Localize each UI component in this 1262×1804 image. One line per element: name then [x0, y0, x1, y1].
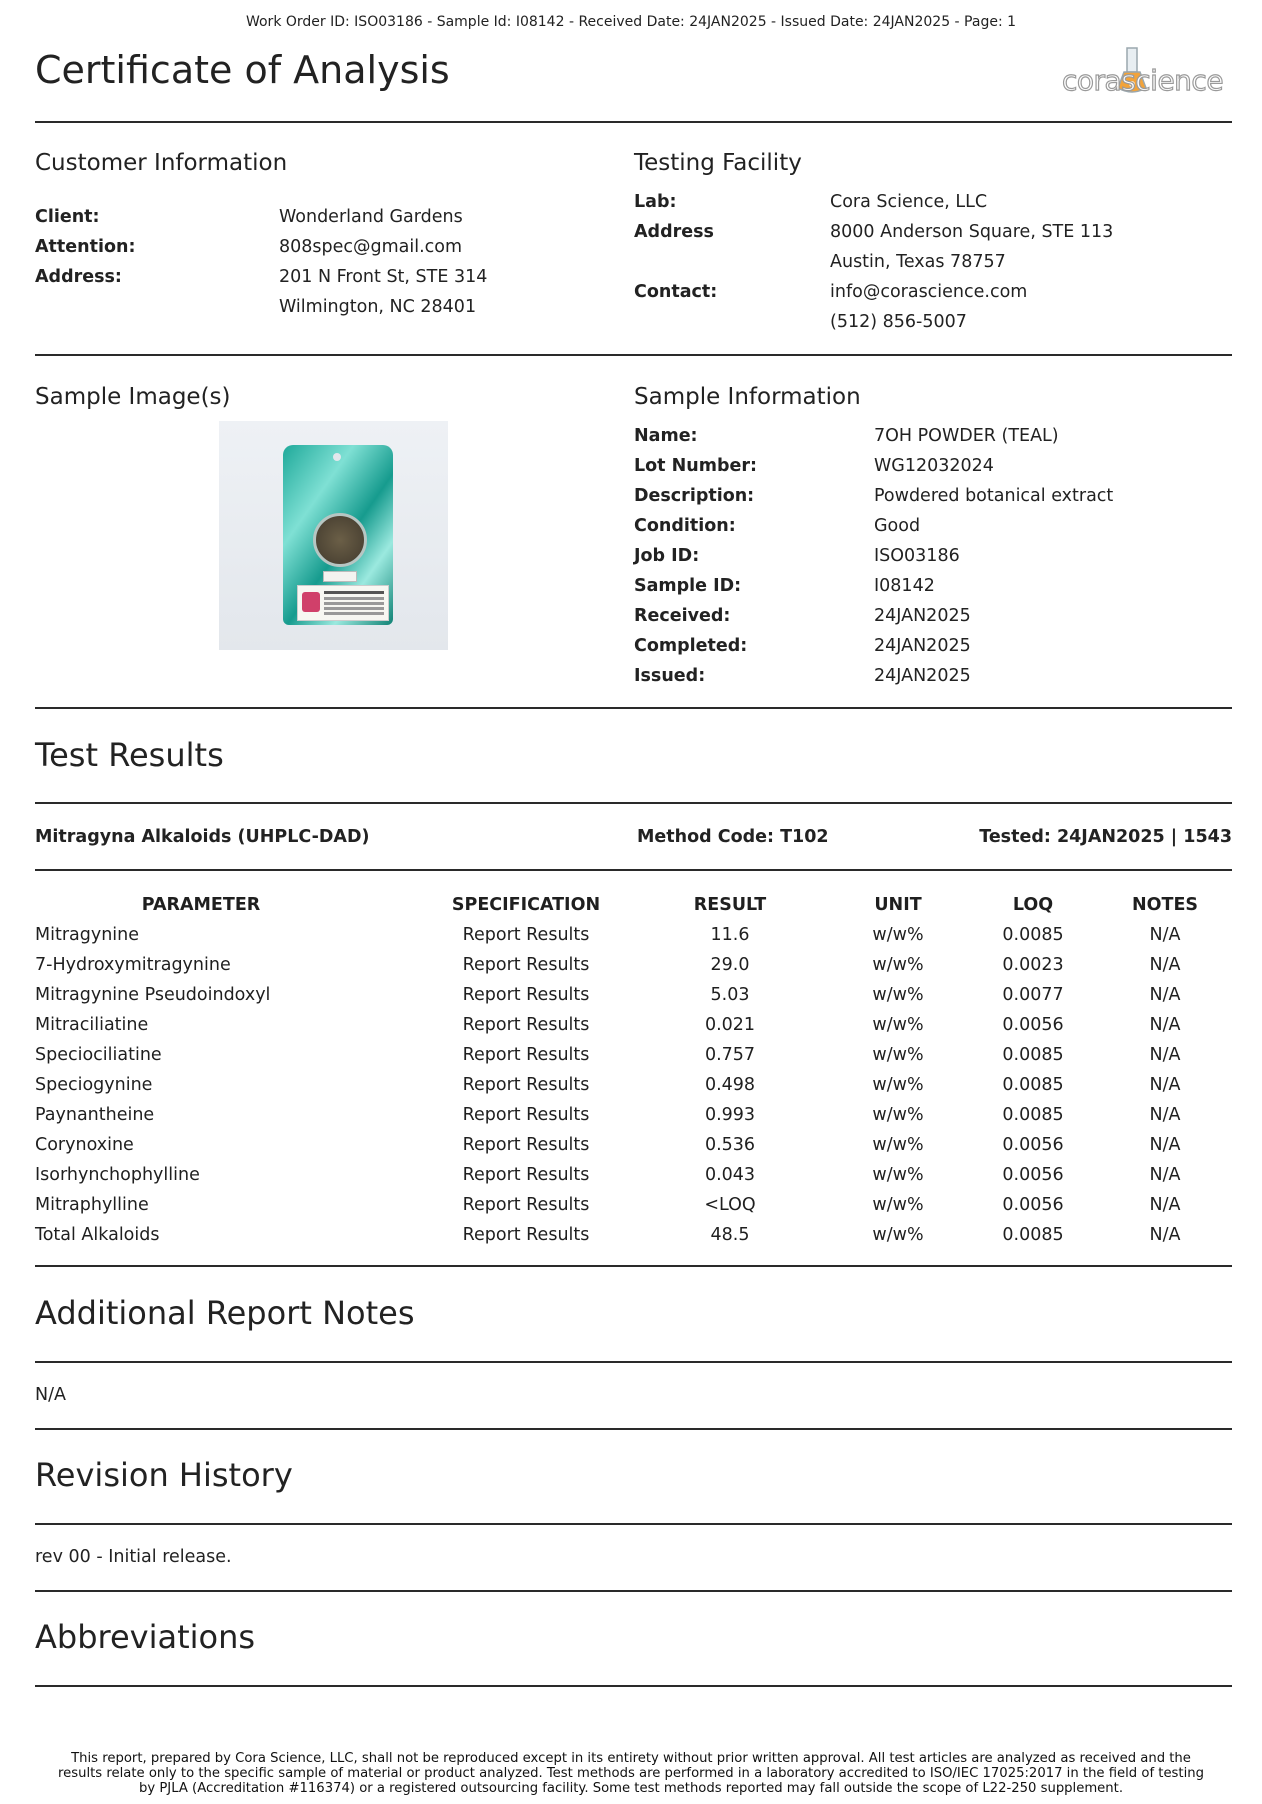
divider: [35, 121, 1232, 123]
loq-cell: 0.0056: [1002, 1195, 1064, 1215]
specification-cell: Report Results: [462, 1105, 590, 1125]
unit-cell: w/w%: [872, 1045, 924, 1065]
result-cell: 0.993: [704, 1105, 756, 1125]
parameter-cell: Isorhynchophylline: [35, 1165, 200, 1185]
sample-field-label: Condition:: [634, 516, 736, 536]
result-cell: 5.03: [710, 985, 750, 1005]
table-row: [35, 980, 1232, 1010]
notes-cell: N/A: [1149, 1045, 1181, 1065]
table-row: [35, 1220, 1232, 1250]
result-cell: 29.0: [710, 955, 750, 975]
specification-cell: Report Results: [462, 1225, 590, 1245]
work-order-meta: Work Order ID: ISO03186 - Sample Id: I08142 - Received Date: 24JAN2025 - Issued Date: 24JAN2025 - Page: 1: [245, 14, 1017, 30]
address-line2: Wilmington, NC 28401: [279, 297, 477, 317]
table-row: [35, 1010, 1232, 1040]
unit-cell: w/w%: [872, 985, 924, 1005]
col-header-notes: NOTES: [1131, 895, 1199, 915]
tested-date: Tested: 24JAN2025 | 1543: [979, 827, 1232, 847]
sample-field-value: 24JAN2025: [874, 636, 971, 656]
page-title: Certificate of Analysis: [35, 48, 450, 92]
result-cell: 0.498: [704, 1075, 756, 1095]
divider: [35, 1523, 1232, 1525]
sample-info-heading: Sample Information: [634, 384, 861, 410]
sample-field-label: Received:: [634, 606, 731, 626]
lab-value: Cora Science, LLC: [830, 192, 988, 212]
specification-cell: Report Results: [462, 1135, 590, 1155]
parameter-cell: Total Alkaloids: [35, 1225, 160, 1245]
cora-science-logo: [1062, 46, 1222, 96]
specification-cell: Report Results: [462, 1195, 590, 1215]
unit-cell: w/w%: [872, 1015, 924, 1035]
sample-field-label: Sample ID:: [634, 576, 742, 596]
sample-field-label: Name:: [634, 426, 698, 446]
test-results-heading: Test Results: [35, 736, 224, 774]
facility-address-label: Address: [634, 222, 714, 242]
divider: [35, 802, 1232, 804]
method-code: Method Code: T102: [637, 827, 829, 847]
col-header-parameter: PARAMETER: [141, 895, 261, 915]
loq-cell: 0.0023: [1002, 955, 1064, 975]
notes-cell: N/A: [1149, 1195, 1181, 1215]
sample-field-value: ISO03186: [874, 546, 960, 566]
logo-wordmark: corascience: [1062, 64, 1224, 97]
contact-email: info@corascience.com: [830, 282, 1028, 302]
parameter-cell: Speciogynine: [35, 1075, 153, 1095]
parameter-cell: Mitragynine: [35, 925, 140, 945]
col-header-specification: SPECIFICATION: [451, 895, 601, 915]
notes-cell: N/A: [1149, 925, 1181, 945]
attention-label: Attention:: [35, 237, 136, 257]
sample-photo: [219, 421, 448, 650]
contact-phone: (512) 856-5007: [830, 312, 967, 332]
divider: [35, 1361, 1232, 1363]
table-row: [35, 1160, 1232, 1190]
result-cell: 48.5: [710, 1225, 750, 1245]
parameter-cell: Mitraphylline: [35, 1195, 149, 1215]
specification-cell: Report Results: [462, 1045, 590, 1065]
sample-field-value: Good: [874, 516, 921, 536]
unit-cell: w/w%: [872, 955, 924, 975]
col-header-unit: UNIT: [874, 895, 922, 915]
sample-field-value: 24JAN2025: [874, 666, 971, 686]
loq-cell: 0.0056: [1002, 1135, 1064, 1155]
table-row: [35, 1040, 1232, 1070]
result-cell: 0.757: [704, 1045, 756, 1065]
notes-cell: N/A: [1149, 1135, 1181, 1155]
customer-info-heading: Customer Information: [35, 150, 288, 176]
lab-label: Lab:: [634, 192, 677, 212]
sample-field-label: Issued:: [634, 666, 706, 686]
unit-cell: w/w%: [872, 1075, 924, 1095]
footer-line-1: This report, prepared by Cora Science, LLC, shall not be reproduced except in its entirety without prior written approval. All test articles are analyzed as received and the: [71, 1751, 1191, 1766]
sample-field-label: Description:: [634, 486, 755, 506]
table-row: [35, 1190, 1232, 1220]
table-row: [35, 920, 1232, 950]
sample-field-value: 7OH POWDER (TEAL): [874, 426, 1059, 446]
divider: [35, 1265, 1232, 1267]
assay-name: Mitragyna Alkaloids (UHPLC-DAD): [35, 827, 370, 847]
sample-field-value: 24JAN2025: [874, 606, 971, 626]
sample-field-value: WG12032024: [874, 456, 994, 476]
client-label: Client:: [35, 207, 100, 227]
unit-cell: w/w%: [872, 1105, 924, 1125]
divider: [35, 707, 1232, 709]
footer-line-3: by PJLA (Accreditation #116374) or a registered outsourcing facility. Some test methods reported may fall outside the scope of L22-250 supplement.: [138, 1781, 1124, 1796]
notes-cell: N/A: [1149, 985, 1181, 1005]
sample-field-value: Powdered botanical extract: [874, 486, 1114, 506]
divider: [35, 1428, 1232, 1430]
report-notes-text: N/A: [35, 1385, 66, 1405]
specification-cell: Report Results: [462, 1015, 590, 1035]
report-notes-heading: Additional Report Notes: [35, 1294, 415, 1332]
sample-images-heading: Sample Image(s): [35, 384, 231, 410]
facility-address-line2: Austin, Texas 78757: [830, 252, 1006, 272]
unit-cell: w/w%: [872, 925, 924, 945]
address-label: Address:: [35, 267, 122, 287]
table-row: [35, 1100, 1232, 1130]
unit-cell: w/w%: [872, 1165, 924, 1185]
table-header-row: [35, 890, 1232, 920]
sample-field-label: Lot Number:: [634, 456, 757, 476]
loq-cell: 0.0085: [1002, 1075, 1064, 1095]
notes-cell: N/A: [1149, 1015, 1181, 1035]
footer-line-2: results relate only to the specific sample of material or product analyzed. Test methods are performed in a laboratory accredited to ISO/IEC 17025:2017 in the field of testing: [58, 1766, 1204, 1781]
col-header-loq: LOQ: [1012, 895, 1054, 915]
specification-cell: Report Results: [462, 955, 590, 975]
notes-cell: N/A: [1149, 955, 1181, 975]
sample-field-label: Completed:: [634, 636, 748, 656]
loq-cell: 0.0085: [1002, 925, 1064, 945]
unit-cell: w/w%: [872, 1225, 924, 1245]
footer-disclaimer: [45, 1751, 1217, 1796]
divider: [35, 1590, 1232, 1592]
divider: [35, 354, 1232, 356]
notes-cell: N/A: [1149, 1225, 1181, 1245]
sample-bag-image: [283, 445, 393, 625]
revision-history-heading: Revision History: [35, 1456, 293, 1494]
divider: [35, 1685, 1232, 1687]
unit-cell: w/w%: [872, 1135, 924, 1155]
sample-field-value: I08142: [874, 576, 935, 596]
notes-cell: N/A: [1149, 1075, 1181, 1095]
revision-history-text: rev 00 - Initial release.: [35, 1547, 232, 1567]
parameter-cell: Corynoxine: [35, 1135, 134, 1155]
loq-cell: 0.0056: [1002, 1015, 1064, 1035]
unit-cell: w/w%: [872, 1195, 924, 1215]
result-cell: 0.043: [704, 1165, 756, 1185]
loq-cell: 0.0085: [1002, 1105, 1064, 1125]
col-header-result: RESULT: [693, 895, 767, 915]
result-cell: 11.6: [710, 925, 750, 945]
loq-cell: 0.0085: [1002, 1225, 1064, 1245]
result-cell: 0.021: [704, 1015, 756, 1035]
result-cell: 0.536: [704, 1135, 756, 1155]
loq-cell: 0.0056: [1002, 1165, 1064, 1185]
address-line1: 201 N Front St, STE 314: [279, 267, 488, 287]
divider: [35, 869, 1232, 871]
loq-cell: 0.0077: [1002, 985, 1064, 1005]
table-row: [35, 1130, 1232, 1160]
client-value: Wonderland Gardens: [279, 207, 463, 227]
parameter-cell: Mitraciliatine: [35, 1015, 149, 1035]
specification-cell: Report Results: [462, 925, 590, 945]
abbreviations-heading: Abbreviations: [35, 1618, 256, 1656]
contact-label: Contact:: [634, 282, 718, 302]
parameter-cell: Mitragynine Pseudoindoxyl: [35, 985, 271, 1005]
parameter-cell: Paynantheine: [35, 1105, 155, 1125]
specification-cell: Report Results: [462, 1075, 590, 1095]
table-row: [35, 950, 1232, 980]
notes-cell: N/A: [1149, 1165, 1181, 1185]
testing-facility-heading: Testing Facility: [634, 150, 802, 176]
loq-cell: 0.0085: [1002, 1045, 1064, 1065]
parameter-cell: Speciociliatine: [35, 1045, 162, 1065]
sample-field-label: Job ID:: [634, 546, 700, 566]
facility-address-line1: 8000 Anderson Square, STE 113: [830, 222, 1114, 242]
notes-cell: N/A: [1149, 1105, 1181, 1125]
table-row: [35, 1070, 1232, 1100]
specification-cell: Report Results: [462, 985, 590, 1005]
attention-value: 808spec@gmail.com: [279, 237, 463, 257]
parameter-cell: 7-Hydroxymitragynine: [35, 955, 231, 975]
specification-cell: Report Results: [462, 1165, 590, 1185]
result-cell: <LOQ: [704, 1195, 756, 1215]
